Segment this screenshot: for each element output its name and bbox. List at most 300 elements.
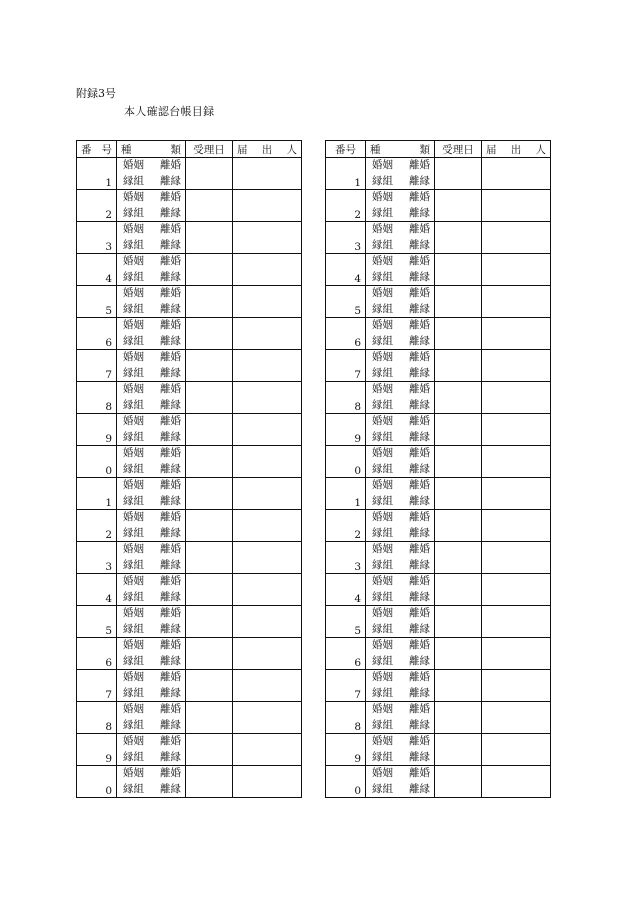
row-filer[interactable] — [233, 254, 302, 286]
row-received-date[interactable] — [186, 670, 233, 702]
row-filer[interactable] — [233, 510, 302, 542]
row-received-date[interactable] — [186, 190, 233, 222]
row-type — [366, 510, 435, 542]
row-filer[interactable] — [482, 766, 551, 798]
type-line-adoption-dissolution — [123, 334, 181, 349]
type-marriage: 婚姻 — [123, 415, 144, 427]
type-line-adoption-dissolution — [372, 302, 430, 317]
type-dissolution: 離縁 — [160, 719, 181, 731]
type-divorce: 離婚 — [409, 767, 430, 779]
row-type — [366, 574, 435, 606]
type-dissolution: 離縁 — [409, 399, 430, 411]
type-divorce: 離婚 — [160, 607, 181, 619]
type-dissolution: 離縁 — [409, 463, 430, 475]
type-marriage: 婚姻 — [372, 639, 393, 651]
row-type — [366, 382, 435, 414]
type-adoption: 縁組 — [123, 783, 144, 795]
row-received-date[interactable] — [435, 446, 482, 478]
row-received-date[interactable] — [435, 702, 482, 734]
type-line-marriage-divorce — [123, 350, 181, 365]
row-filer[interactable] — [233, 318, 302, 350]
type-divorce: 離婚 — [409, 287, 430, 299]
type-dissolution: 離縁 — [160, 207, 181, 219]
row-received-date[interactable] — [186, 318, 233, 350]
type-line-adoption-dissolution — [372, 622, 430, 637]
type-line-adoption-dissolution — [123, 462, 181, 477]
row-filer[interactable] — [482, 254, 551, 286]
type-line-adoption-dissolution — [372, 686, 430, 701]
row-type — [117, 766, 186, 798]
row-filer[interactable] — [233, 606, 302, 638]
type-divorce: 離婚 — [160, 511, 181, 523]
row-type — [117, 446, 186, 478]
row-filer[interactable] — [482, 638, 551, 670]
type-dissolution: 離縁 — [160, 367, 181, 379]
type-divorce: 離婚 — [160, 255, 181, 267]
row-number: 9 — [326, 414, 366, 446]
type-line-adoption-dissolution — [123, 270, 181, 285]
type-line-marriage-divorce — [123, 318, 181, 333]
type-line-marriage-divorce — [123, 158, 181, 173]
type-line-adoption-dissolution — [123, 558, 181, 573]
type-line-adoption-dissolution — [372, 494, 430, 509]
table-row — [326, 574, 551, 606]
row-received-date[interactable] — [186, 510, 233, 542]
row-type — [366, 670, 435, 702]
row-received-date[interactable] — [435, 190, 482, 222]
type-adoption: 縁組 — [372, 591, 393, 603]
type-marriage: 婚姻 — [372, 319, 393, 331]
row-received-date[interactable] — [435, 574, 482, 606]
row-filer[interactable] — [233, 766, 302, 798]
type-divorce: 離婚 — [160, 223, 181, 235]
row-filer[interactable] — [482, 222, 551, 254]
type-divorce: 離婚 — [409, 575, 430, 587]
row-received-date[interactable] — [435, 542, 482, 574]
type-divorce: 離婚 — [160, 479, 181, 491]
row-type — [366, 286, 435, 318]
type-divorce: 離婚 — [160, 703, 181, 715]
type-marriage: 婚姻 — [123, 383, 144, 395]
type-marriage: 婚姻 — [372, 543, 393, 555]
type-line-adoption-dissolution — [123, 622, 181, 637]
left-table-body — [77, 158, 302, 798]
type-divorce: 離婚 — [409, 191, 430, 203]
row-filer[interactable] — [233, 158, 302, 190]
row-type — [366, 638, 435, 670]
type-marriage: 婚姻 — [123, 447, 144, 459]
row-filer[interactable] — [482, 446, 551, 478]
row-filer[interactable] — [233, 350, 302, 382]
row-filer[interactable] — [482, 702, 551, 734]
table-row — [326, 286, 551, 318]
header-number-char: 号 — [101, 143, 112, 156]
type-line-adoption-dissolution — [372, 782, 430, 797]
row-received-date[interactable] — [186, 702, 233, 734]
table-row — [326, 350, 551, 382]
type-line-adoption-dissolution — [372, 558, 430, 573]
type-line-adoption-dissolution — [123, 718, 181, 733]
type-marriage: 婚姻 — [372, 575, 393, 587]
document-title: 本人確認台帳目録 — [124, 105, 215, 118]
type-marriage: 婚姻 — [123, 159, 144, 171]
row-filer[interactable] — [482, 542, 551, 574]
right-table-body — [326, 158, 551, 798]
row-filer[interactable] — [233, 190, 302, 222]
row-received-date[interactable] — [435, 382, 482, 414]
row-received-date[interactable] — [186, 382, 233, 414]
row-number: 4 — [326, 574, 366, 606]
row-filer[interactable] — [482, 158, 551, 190]
row-received-date[interactable] — [435, 766, 482, 798]
row-received-date[interactable] — [186, 478, 233, 510]
row-type — [366, 190, 435, 222]
row-filer[interactable] — [233, 574, 302, 606]
row-type — [117, 158, 186, 190]
table-row — [326, 510, 551, 542]
type-adoption: 縁組 — [372, 399, 393, 411]
table-row — [326, 414, 551, 446]
header-type-char: 類 — [170, 143, 181, 156]
row-received-date[interactable] — [435, 158, 482, 190]
row-number: 0 — [326, 446, 366, 478]
type-dissolution: 離縁 — [160, 335, 181, 347]
table-row — [77, 254, 302, 286]
type-marriage: 婚姻 — [372, 767, 393, 779]
row-filer[interactable] — [482, 382, 551, 414]
type-line-marriage-divorce — [372, 670, 430, 685]
type-divorce: 離婚 — [160, 351, 181, 363]
row-received-date[interactable] — [435, 222, 482, 254]
row-type — [366, 766, 435, 798]
type-divorce: 離婚 — [160, 767, 181, 779]
table-row — [77, 286, 302, 318]
type-adoption: 縁組 — [123, 623, 144, 635]
row-filer[interactable] — [482, 574, 551, 606]
type-line-adoption-dissolution — [123, 590, 181, 605]
row-type — [117, 510, 186, 542]
type-marriage: 婚姻 — [123, 543, 144, 555]
row-number: 6 — [77, 318, 117, 350]
row-type — [366, 222, 435, 254]
row-filer[interactable] — [482, 478, 551, 510]
row-filer[interactable] — [482, 414, 551, 446]
row-filer[interactable] — [482, 606, 551, 638]
type-divorce: 離婚 — [160, 383, 181, 395]
row-filer[interactable] — [233, 446, 302, 478]
type-adoption: 縁組 — [123, 719, 144, 731]
row-received-date[interactable] — [435, 510, 482, 542]
row-filer[interactable] — [233, 542, 302, 574]
row-received-date[interactable] — [186, 734, 233, 766]
header-filer-char: 出 — [261, 143, 273, 156]
type-marriage: 婚姻 — [123, 479, 144, 491]
row-received-date[interactable] — [186, 638, 233, 670]
row-type — [117, 222, 186, 254]
row-filer[interactable] — [482, 510, 551, 542]
type-line-marriage-divorce — [123, 446, 181, 461]
row-received-date[interactable] — [435, 350, 482, 382]
type-adoption: 縁組 — [123, 655, 144, 667]
row-received-date[interactable] — [435, 414, 482, 446]
type-marriage: 婚姻 — [123, 767, 144, 779]
type-dissolution: 離縁 — [409, 623, 430, 635]
type-dissolution: 離縁 — [160, 591, 181, 603]
type-line-adoption-dissolution — [372, 430, 430, 445]
row-number: 5 — [77, 286, 117, 318]
type-adoption: 縁組 — [372, 271, 393, 283]
row-received-date[interactable] — [186, 446, 233, 478]
row-number: 2 — [326, 510, 366, 542]
row-received-date[interactable] — [435, 286, 482, 318]
type-divorce: 離婚 — [160, 575, 181, 587]
row-number: 7 — [326, 350, 366, 382]
type-divorce: 離婚 — [160, 319, 181, 331]
type-line-marriage-divorce — [123, 414, 181, 429]
type-line-marriage-divorce — [372, 638, 430, 653]
type-divorce: 離婚 — [409, 543, 430, 555]
row-received-date[interactable] — [186, 254, 233, 286]
row-received-date[interactable] — [186, 414, 233, 446]
type-line-adoption-dissolution — [123, 206, 181, 221]
type-dissolution: 離縁 — [409, 335, 430, 347]
type-adoption: 縁組 — [372, 623, 393, 635]
row-type — [117, 574, 186, 606]
type-line-marriage-divorce — [372, 702, 430, 717]
row-received-date[interactable] — [435, 606, 482, 638]
type-divorce: 離婚 — [160, 159, 181, 171]
row-number: 8 — [326, 702, 366, 734]
type-adoption: 縁組 — [123, 527, 144, 539]
type-line-marriage-divorce — [123, 606, 181, 621]
row-number: 0 — [77, 446, 117, 478]
row-filer[interactable] — [233, 414, 302, 446]
type-line-marriage-divorce — [372, 542, 430, 557]
type-line-marriage-divorce — [123, 670, 181, 685]
row-type — [117, 734, 186, 766]
type-marriage: 婚姻 — [372, 255, 393, 267]
type-line-marriage-divorce — [372, 222, 430, 237]
row-filer[interactable] — [482, 318, 551, 350]
row-type — [117, 414, 186, 446]
table-row — [77, 510, 302, 542]
row-type — [366, 446, 435, 478]
type-divorce: 離婚 — [409, 159, 430, 171]
type-line-adoption-dissolution — [123, 174, 181, 189]
table-row — [77, 574, 302, 606]
appendix-label: 附録3号 — [76, 87, 116, 100]
header-number-char: 番 — [81, 143, 92, 156]
row-received-date[interactable] — [186, 222, 233, 254]
type-divorce: 離婚 — [409, 639, 430, 651]
table-row — [326, 158, 551, 190]
type-adoption: 縁組 — [372, 527, 393, 539]
type-dissolution: 離縁 — [409, 303, 430, 315]
row-filer[interactable] — [482, 190, 551, 222]
type-dissolution: 離縁 — [160, 463, 181, 475]
row-filer[interactable] — [482, 734, 551, 766]
type-line-adoption-dissolution — [123, 366, 181, 381]
table-row — [77, 478, 302, 510]
row-number: 8 — [77, 382, 117, 414]
type-adoption: 縁組 — [372, 431, 393, 443]
type-marriage: 婚姻 — [123, 255, 144, 267]
type-line-adoption-dissolution — [372, 526, 430, 541]
row-filer[interactable] — [233, 670, 302, 702]
type-adoption: 縁組 — [372, 335, 393, 347]
row-number: 4 — [77, 574, 117, 606]
row-filer[interactable] — [233, 222, 302, 254]
row-number: 1 — [326, 478, 366, 510]
row-filer[interactable] — [482, 286, 551, 318]
row-received-date[interactable] — [186, 542, 233, 574]
table-row — [77, 350, 302, 382]
type-marriage: 婚姻 — [372, 447, 393, 459]
type-line-adoption-dissolution — [123, 782, 181, 797]
type-adoption: 縁組 — [123, 687, 144, 699]
type-line-marriage-divorce — [123, 574, 181, 589]
row-number: 3 — [326, 542, 366, 574]
header-type-char: 種 — [370, 143, 381, 156]
type-divorce: 離婚 — [409, 223, 430, 235]
row-filer[interactable] — [233, 286, 302, 318]
type-line-adoption-dissolution — [372, 718, 430, 733]
type-marriage: 婚姻 — [372, 735, 393, 747]
row-number: 8 — [326, 382, 366, 414]
row-received-date[interactable] — [186, 574, 233, 606]
type-adoption: 縁組 — [123, 559, 144, 571]
row-received-date[interactable] — [186, 766, 233, 798]
row-filer[interactable] — [233, 478, 302, 510]
type-dissolution: 離縁 — [160, 783, 181, 795]
row-type — [366, 254, 435, 286]
type-line-marriage-divorce — [123, 382, 181, 397]
row-number: 1 — [77, 158, 117, 190]
type-dissolution: 離縁 — [160, 271, 181, 283]
table-row — [326, 670, 551, 702]
type-marriage: 婚姻 — [123, 511, 144, 523]
type-adoption: 縁組 — [372, 495, 393, 507]
row-filer[interactable] — [482, 670, 551, 702]
row-type — [117, 350, 186, 382]
type-line-adoption-dissolution — [123, 526, 181, 541]
row-received-date[interactable] — [186, 158, 233, 190]
type-divorce: 離婚 — [160, 671, 181, 683]
type-line-adoption-dissolution — [372, 174, 430, 189]
header-type — [117, 141, 186, 158]
row-received-date[interactable] — [435, 734, 482, 766]
header-filer-char: 出 — [510, 143, 522, 156]
type-line-marriage-divorce — [123, 510, 181, 525]
table-row — [77, 190, 302, 222]
row-filer[interactable] — [233, 638, 302, 670]
row-type — [117, 702, 186, 734]
type-adoption: 縁組 — [372, 367, 393, 379]
type-dissolution: 離縁 — [409, 527, 430, 539]
type-adoption: 縁組 — [123, 175, 144, 187]
row-number: 9 — [326, 734, 366, 766]
row-number: 3 — [77, 542, 117, 574]
type-adoption: 縁組 — [123, 271, 144, 283]
table-row — [326, 606, 551, 638]
row-type — [117, 542, 186, 574]
row-received-date[interactable] — [435, 318, 482, 350]
row-type — [117, 318, 186, 350]
table-row — [326, 478, 551, 510]
table-row — [77, 158, 302, 190]
type-line-marriage-divorce — [372, 382, 430, 397]
row-number: 8 — [77, 702, 117, 734]
type-marriage: 婚姻 — [372, 287, 393, 299]
type-adoption: 縁組 — [123, 207, 144, 219]
type-line-marriage-divorce — [372, 350, 430, 365]
table-row — [77, 606, 302, 638]
row-received-date[interactable] — [435, 254, 482, 286]
header-filer-char: 人 — [535, 143, 546, 156]
row-number: 4 — [77, 254, 117, 286]
type-marriage: 婚姻 — [372, 511, 393, 523]
type-line-adoption-dissolution — [372, 398, 430, 413]
type-marriage: 婚姻 — [372, 479, 393, 491]
type-dissolution: 離縁 — [409, 207, 430, 219]
type-divorce: 離婚 — [160, 415, 181, 427]
type-dissolution: 離縁 — [160, 559, 181, 571]
row-received-date[interactable] — [435, 670, 482, 702]
header-filer — [482, 141, 551, 158]
row-type — [366, 478, 435, 510]
type-adoption: 縁組 — [372, 175, 393, 187]
table-row — [326, 638, 551, 670]
type-line-marriage-divorce — [123, 734, 181, 749]
type-line-marriage-divorce — [123, 542, 181, 557]
row-received-date[interactable] — [186, 606, 233, 638]
type-dissolution: 離縁 — [409, 719, 430, 731]
type-dissolution: 離縁 — [160, 495, 181, 507]
row-number: 2 — [326, 190, 366, 222]
row-filer[interactable] — [233, 734, 302, 766]
row-type — [117, 286, 186, 318]
row-filer[interactable] — [482, 350, 551, 382]
type-divorce: 離婚 — [160, 735, 181, 747]
header-type-char: 類 — [419, 143, 430, 156]
type-adoption: 縁組 — [372, 559, 393, 571]
table-row — [326, 702, 551, 734]
type-line-marriage-divorce — [372, 158, 430, 173]
left-header-row — [77, 141, 302, 158]
row-type — [117, 190, 186, 222]
row-received-date[interactable] — [435, 478, 482, 510]
row-received-date[interactable] — [435, 638, 482, 670]
row-type — [117, 382, 186, 414]
type-adoption: 縁組 — [372, 239, 393, 251]
row-filer[interactable] — [233, 702, 302, 734]
type-marriage: 婚姻 — [123, 319, 144, 331]
type-line-adoption-dissolution — [123, 430, 181, 445]
type-dissolution: 離縁 — [160, 527, 181, 539]
type-divorce: 離婚 — [409, 255, 430, 267]
row-received-date[interactable] — [186, 286, 233, 318]
left-ledger-table — [76, 140, 302, 798]
row-type — [366, 158, 435, 190]
row-filer[interactable] — [233, 382, 302, 414]
type-marriage: 婚姻 — [123, 607, 144, 619]
type-line-adoption-dissolution — [372, 590, 430, 605]
row-received-date[interactable] — [186, 350, 233, 382]
type-marriage: 婚姻 — [372, 223, 393, 235]
type-dissolution: 離縁 — [409, 495, 430, 507]
row-number: 9 — [77, 734, 117, 766]
row-type — [366, 734, 435, 766]
